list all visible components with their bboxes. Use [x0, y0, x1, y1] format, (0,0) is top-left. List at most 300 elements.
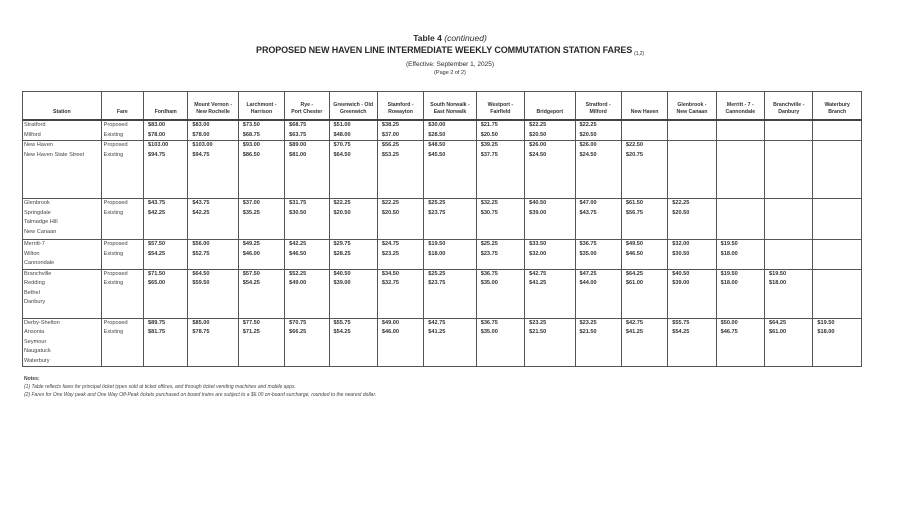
- fare-value-cell: [476, 269, 524, 318]
- fare-value-cell: [329, 141, 377, 199]
- fare-value-cell: [621, 318, 667, 367]
- fare-type: Existing: [103, 329, 124, 335]
- proposed-fare: $19.50: [720, 270, 738, 277]
- existing-fare: [721, 131, 764, 141]
- proposed-fare: [817, 270, 861, 280]
- existing-fare: $68.75: [242, 131, 260, 138]
- fares-table: [22, 91, 862, 367]
- proposed-fare: $22.25: [529, 122, 547, 128]
- proposed-fare: [721, 141, 764, 151]
- proposed-fare: $30.00: [428, 122, 446, 128]
- proposed-fare: [817, 199, 861, 209]
- column-header-text: Bridgeport: [536, 109, 564, 115]
- station-name: New Haven: [24, 142, 53, 148]
- table-number: Table 4: [413, 33, 442, 43]
- proposed-fare: $19.50: [720, 241, 738, 247]
- column-header-text: Stratford -: [585, 102, 611, 108]
- existing-fare: [626, 131, 667, 141]
- column-header-text: Station: [53, 109, 71, 115]
- station-cell: [23, 269, 102, 318]
- fare-value-cell: [377, 120, 423, 141]
- existing-fare: $81.00: [289, 151, 307, 158]
- proposed-fare: $40.50: [333, 270, 351, 277]
- table-row: [23, 240, 862, 270]
- proposed-fare: $42.75: [529, 270, 547, 277]
- fare-value-cell: [813, 269, 862, 318]
- column-header-text: Greenwich - Old: [333, 102, 374, 108]
- fare-value-cell: [424, 199, 476, 240]
- existing-fare: $32.00: [529, 250, 547, 257]
- existing-fare: $28.50: [428, 131, 446, 138]
- existing-fare: $32.75: [381, 280, 399, 286]
- existing-fare: $43.75: [579, 209, 597, 216]
- station-cell: [23, 318, 102, 367]
- fare-value-cell: [144, 199, 188, 240]
- existing-fare: $39.00: [529, 209, 547, 216]
- existing-fare: $78.00: [192, 131, 210, 138]
- proposed-fare: $22.25: [579, 122, 597, 128]
- column-header: [144, 92, 188, 121]
- existing-fare: $20.50: [333, 209, 351, 216]
- proposed-fare: $29.75: [333, 241, 351, 247]
- fare-type: Existing: [103, 250, 124, 257]
- existing-fare: $24.50: [529, 151, 547, 158]
- column-header-text: Larchmont -: [246, 102, 277, 108]
- column-header: [285, 92, 329, 121]
- existing-fare: $94.75: [192, 151, 210, 158]
- column-header-text: Rowayton: [388, 109, 413, 115]
- fare-value-cell: [377, 141, 423, 199]
- fare-value-cell: [377, 269, 423, 318]
- proposed-fare: $48.50: [428, 142, 446, 148]
- fare-value-cell: [621, 120, 667, 141]
- fare-value-cell: [188, 120, 238, 141]
- proposed-fare: $43.75: [148, 200, 166, 206]
- proposed-fare: $56.00: [192, 241, 210, 247]
- fare-value-cell: [188, 318, 238, 367]
- column-header-text: Milford: [589, 109, 607, 115]
- proposed-fare: $23.25: [579, 319, 597, 326]
- fare-value-cell: [188, 199, 238, 240]
- column-header-text: South Norwalk -: [430, 102, 470, 108]
- proposed-fare: [769, 141, 812, 151]
- station-name: Springdale: [24, 209, 51, 216]
- station-name: Ansonia: [24, 329, 45, 335]
- column-header-text: Greenwich: [339, 109, 367, 115]
- fare-value-cell: [765, 318, 813, 367]
- station-name: Glenbrook: [24, 200, 50, 206]
- existing-fare: $41.25: [529, 280, 547, 286]
- station-cell: [23, 120, 102, 141]
- fare-type-cell: [101, 120, 143, 141]
- existing-fare: $48.00: [333, 131, 351, 138]
- column-header: [476, 92, 524, 121]
- column-header-text: East Norwalk: [433, 109, 467, 115]
- fare-value-cell: [476, 141, 524, 199]
- proposed-fare: $34.50: [381, 270, 399, 277]
- column-header: [765, 92, 813, 121]
- fare-value-cell: [476, 240, 524, 270]
- proposed-fare: $26.00: [579, 142, 597, 148]
- fare-type: Proposed: [103, 270, 128, 277]
- existing-fare: $86.50: [242, 151, 260, 158]
- fare-value-cell: [621, 141, 667, 199]
- existing-fare: $54.25: [148, 250, 166, 257]
- station-name: Merritt-7: [24, 241, 45, 247]
- column-header-text: Merritt - 7 -: [726, 102, 754, 108]
- existing-fare: $81.75: [148, 329, 166, 335]
- existing-fare: $35.00: [480, 280, 498, 286]
- fare-type: Proposed: [103, 122, 128, 128]
- proposed-fare: $56.25: [381, 142, 399, 148]
- proposed-fare: $40.50: [529, 200, 547, 206]
- column-header: [575, 92, 621, 121]
- fare-value-cell: [765, 240, 813, 270]
- fare-value-cell: [765, 120, 813, 141]
- proposed-fare: $42.75: [428, 319, 446, 326]
- station-name: Milford: [24, 131, 41, 138]
- existing-fare: [769, 209, 812, 219]
- station-name: New Haven State Street: [24, 151, 85, 158]
- existing-fare: $61.00: [625, 280, 643, 286]
- fare-value-cell: [575, 141, 621, 199]
- proposed-fare: $55.75: [333, 319, 351, 326]
- fare-value-cell: [813, 141, 862, 199]
- existing-fare: [817, 131, 861, 141]
- fare-value-cell: [716, 199, 764, 240]
- fare-value-cell: [668, 269, 716, 318]
- fare-value-cell: [476, 199, 524, 240]
- proposed-fare: $39.25: [480, 142, 498, 148]
- proposed-fare: $25.25: [428, 270, 446, 277]
- fare-value-cell: [329, 269, 377, 318]
- station-name: Danbury: [24, 299, 46, 305]
- fare-value-cell: [377, 318, 423, 367]
- fare-value-cell: [238, 240, 284, 270]
- existing-fare: $53.25: [381, 151, 399, 158]
- proposed-fare: $36.75: [579, 241, 597, 247]
- proposed-fare: $71.50: [148, 270, 166, 277]
- station-name: Wilton: [24, 250, 40, 257]
- existing-fare: $20.50: [579, 131, 597, 138]
- proposed-fare: $73.50: [242, 122, 260, 128]
- fare-value-cell: [285, 199, 329, 240]
- fare-value-cell: [525, 141, 575, 199]
- fare-type: Proposed: [103, 319, 128, 326]
- proposed-fare: $22.25: [381, 200, 399, 206]
- existing-fare: $35.00: [480, 329, 498, 335]
- existing-fare: $66.25: [289, 329, 307, 335]
- fare-value-cell: [285, 240, 329, 270]
- existing-fare: $56.75: [625, 209, 643, 216]
- fare-value-cell: [285, 269, 329, 318]
- station-name: Redding: [24, 280, 45, 286]
- fare-type-cell: [101, 199, 143, 240]
- proposed-fare: $68.75: [289, 122, 307, 128]
- existing-fare: [817, 279, 861, 289]
- existing-fare: $42.25: [192, 209, 210, 216]
- existing-fare: $39.00: [672, 280, 690, 286]
- proposed-fare: $64.50: [192, 270, 210, 277]
- proposed-fare: $25.25: [480, 241, 498, 247]
- fare-value-cell: [716, 240, 764, 270]
- fare-value-cell: [716, 269, 764, 318]
- table-body: [23, 120, 862, 367]
- fare-value-cell: [329, 120, 377, 141]
- existing-fare: [817, 151, 861, 161]
- column-header: [238, 92, 284, 121]
- proposed-fare: $19.50: [769, 270, 787, 277]
- proposed-fare: $36.75: [480, 319, 498, 326]
- proposed-fare: $36.75: [480, 270, 498, 277]
- station-cell: [23, 240, 102, 270]
- existing-fare: [817, 209, 861, 219]
- existing-fare: $41.25: [625, 329, 643, 335]
- fare-value-cell: [329, 199, 377, 240]
- proposed-fare: $22.50: [625, 142, 643, 148]
- proposed-fare: $40.50: [672, 270, 690, 277]
- fare-value-cell: [285, 318, 329, 367]
- proposed-fare: $32.00: [672, 241, 690, 247]
- proposed-fare: $49.25: [242, 241, 260, 247]
- existing-fare: $46.00: [242, 250, 260, 257]
- proposed-fare: $31.75: [289, 200, 307, 206]
- existing-fare: $71.25: [242, 329, 260, 335]
- table-row: [23, 269, 862, 318]
- fare-value-cell: [424, 120, 476, 141]
- proposed-fare: $38.25: [381, 122, 399, 128]
- existing-fare: $45.50: [428, 151, 446, 158]
- column-header-text: Fare: [116, 109, 128, 115]
- fare-value-cell: [716, 120, 764, 141]
- existing-fare: $20.50: [480, 131, 498, 138]
- column-header-text: Branch: [828, 109, 847, 115]
- proposed-fare: $26.00: [529, 142, 547, 148]
- fare-value-cell: [329, 318, 377, 367]
- existing-fare: [721, 151, 764, 161]
- existing-fare: $18.00: [769, 280, 787, 286]
- column-header-text: Fairfield: [490, 109, 511, 115]
- fare-value-cell: [144, 318, 188, 367]
- fare-type: Proposed: [103, 241, 128, 247]
- fare-value-cell: [188, 141, 238, 199]
- existing-fare: $52.75: [192, 250, 210, 257]
- proposed-fare: $33.50: [529, 241, 547, 247]
- fare-value-cell: [668, 240, 716, 270]
- fare-value-cell: [716, 141, 764, 199]
- column-header-text: Glenbrook -: [677, 102, 707, 108]
- proposed-fare: $52.25: [289, 270, 307, 277]
- fare-value-cell: [575, 120, 621, 141]
- existing-fare: [769, 250, 812, 260]
- fare-value-cell: [238, 120, 284, 141]
- existing-fare: $23.75: [480, 250, 498, 257]
- fare-value-cell: [238, 318, 284, 367]
- station-cell: [23, 199, 102, 240]
- proposed-fare: $22.25: [672, 200, 690, 206]
- existing-fare: $24.50: [579, 151, 597, 158]
- fare-value-cell: [144, 269, 188, 318]
- existing-fare: $20.50: [529, 131, 547, 138]
- existing-fare: $18.00: [720, 280, 738, 286]
- column-header-text: Harrison: [250, 109, 273, 115]
- existing-fare: $41.25: [428, 329, 446, 335]
- column-header: [813, 92, 862, 121]
- proposed-fare: $25.25: [428, 200, 446, 206]
- column-header-text: Westport -: [487, 102, 514, 108]
- proposed-fare: $21.75: [480, 122, 498, 128]
- proposed-fare: $64.25: [769, 319, 787, 326]
- fare-value-cell: [575, 199, 621, 240]
- column-header-text: Cannondale: [725, 109, 756, 115]
- existing-fare: $78.00: [148, 131, 166, 138]
- notes-heading: Notes:: [24, 376, 40, 382]
- proposed-fare: [817, 121, 861, 131]
- station-name: Waterbury: [24, 357, 50, 364]
- existing-fare: $94.75: [148, 151, 166, 158]
- proposed-fare: $103.00: [148, 142, 169, 148]
- fare-value-cell: [377, 240, 423, 270]
- fare-type-cell: [101, 318, 143, 367]
- proposed-fare: $49.50: [625, 241, 643, 247]
- fare-value-cell: [813, 120, 862, 141]
- proposed-fare: $89.00: [289, 142, 307, 148]
- proposed-fare: $64.25: [625, 270, 643, 277]
- column-header: [424, 92, 476, 121]
- column-header-text: Waterbury: [824, 102, 850, 108]
- document-title-block: [0, 33, 900, 77]
- table-header-row: [23, 92, 862, 121]
- fare-value-cell: [476, 120, 524, 141]
- fare-value-cell: [575, 240, 621, 270]
- fare-value-cell: [668, 120, 716, 141]
- column-header-text: New Canaan: [676, 109, 708, 115]
- proposed-fare: [626, 121, 667, 131]
- fare-value-cell: [765, 141, 813, 199]
- proposed-fare: $47.25: [579, 270, 597, 277]
- existing-fare: $30.50: [672, 250, 690, 257]
- proposed-fare: $93.00: [242, 142, 260, 148]
- table-title: [0, 44, 900, 60]
- existing-fare: $46.00: [381, 329, 399, 335]
- fare-value-cell: [716, 318, 764, 367]
- column-header: [377, 92, 423, 121]
- proposed-fare: $70.75: [289, 319, 307, 326]
- proposed-fare: [672, 141, 715, 151]
- column-header: [525, 92, 575, 121]
- proposed-fare: $50.00: [720, 319, 738, 326]
- proposed-fare: $24.75: [381, 241, 399, 247]
- effective-date: (Effective: September 1, 2025): [405, 61, 495, 68]
- proposed-fare: [769, 121, 812, 131]
- station-name: Cannondale: [24, 260, 55, 266]
- existing-fare: $21.50: [529, 329, 547, 335]
- existing-fare: $46.50: [625, 250, 643, 257]
- fare-value-cell: [285, 141, 329, 199]
- existing-fare: $20.75: [625, 151, 643, 158]
- existing-fare: $18.00: [428, 250, 446, 257]
- fare-value-cell: [424, 141, 476, 199]
- existing-fare: $28.25: [333, 250, 351, 257]
- proposed-fare: $32.25: [480, 200, 498, 206]
- existing-fare: $63.75: [289, 131, 307, 138]
- fare-value-cell: [621, 199, 667, 240]
- column-header-text: Fordham: [154, 109, 177, 115]
- footnote-reference: (1,2): [634, 51, 644, 57]
- proposed-fare: [817, 141, 861, 151]
- proposed-fare: $55.75: [672, 319, 690, 326]
- fare-value-cell: [285, 120, 329, 141]
- proposed-fare: $57.50: [242, 270, 260, 277]
- proposed-fare: [769, 240, 812, 250]
- proposed-fare: [817, 240, 861, 250]
- station-name: Naugatuck: [24, 348, 51, 354]
- fare-value-cell: [525, 269, 575, 318]
- existing-fare: $35.00: [579, 250, 597, 257]
- existing-fare: $59.50: [192, 280, 210, 286]
- existing-fare: $30.75: [480, 209, 498, 216]
- title-text: PROPOSED NEW HAVEN LINE INTERMEDIATE WEEKLY COMMUTATION STATION FARES: [256, 45, 633, 55]
- proposed-fare: $49.00: [381, 319, 399, 326]
- existing-fare: $39.00: [333, 280, 351, 286]
- column-header-text: Branchville -: [773, 102, 805, 108]
- fare-value-cell: [377, 199, 423, 240]
- proposed-fare: $70.75: [333, 142, 351, 148]
- station-name: Talmadge Hill: [24, 219, 58, 225]
- fare-value-cell: [621, 269, 667, 318]
- fare-value-cell: [424, 240, 476, 270]
- fare-type-cell: [101, 141, 143, 199]
- proposed-fare: $77.50: [242, 319, 260, 326]
- existing-fare: [769, 151, 812, 161]
- column-header: [716, 92, 764, 121]
- table-label: [0, 33, 900, 44]
- existing-fare: $18.00: [817, 329, 835, 335]
- proposed-fare: $42.25: [289, 241, 307, 247]
- fare-type: Existing: [103, 131, 124, 138]
- column-header: [188, 92, 238, 121]
- column-header: [668, 92, 716, 121]
- page-indicator: (Page 2 of 2): [434, 70, 466, 76]
- existing-fare: $54.25: [672, 329, 690, 335]
- fare-value-cell: [668, 141, 716, 199]
- proposed-fare: $37.00: [242, 200, 260, 206]
- column-header-text: Rye -: [300, 102, 314, 108]
- fare-value-cell: [188, 240, 238, 270]
- table-row: [23, 141, 862, 199]
- station-cell: [23, 141, 102, 199]
- existing-fare: $23.75: [428, 280, 446, 286]
- station-name: Derby-Shelton: [24, 319, 60, 326]
- proposed-fare: [721, 121, 764, 131]
- existing-fare: $78.75: [192, 329, 210, 335]
- existing-fare: $20.50: [672, 209, 690, 216]
- continued-label: (continued): [444, 33, 487, 43]
- fare-value-cell: [144, 240, 188, 270]
- station-name: New Canaan: [24, 228, 57, 235]
- column-header-text: Mount Vernon -: [194, 102, 232, 108]
- fare-value-cell: [525, 240, 575, 270]
- fare-value-cell: [813, 199, 862, 240]
- proposed-fare: $61.50: [625, 200, 643, 206]
- fare-value-cell: [575, 318, 621, 367]
- fare-value-cell: [525, 318, 575, 367]
- fare-type: Existing: [103, 280, 124, 286]
- fare-type: Existing: [103, 209, 124, 216]
- fare-type-cell: [101, 269, 143, 318]
- existing-fare: $64.50: [333, 151, 351, 158]
- note-1: (1) Table reflects fares for principal ticket types sold at ticket offices, and through ticket vending machines and mobile apps.: [24, 384, 296, 390]
